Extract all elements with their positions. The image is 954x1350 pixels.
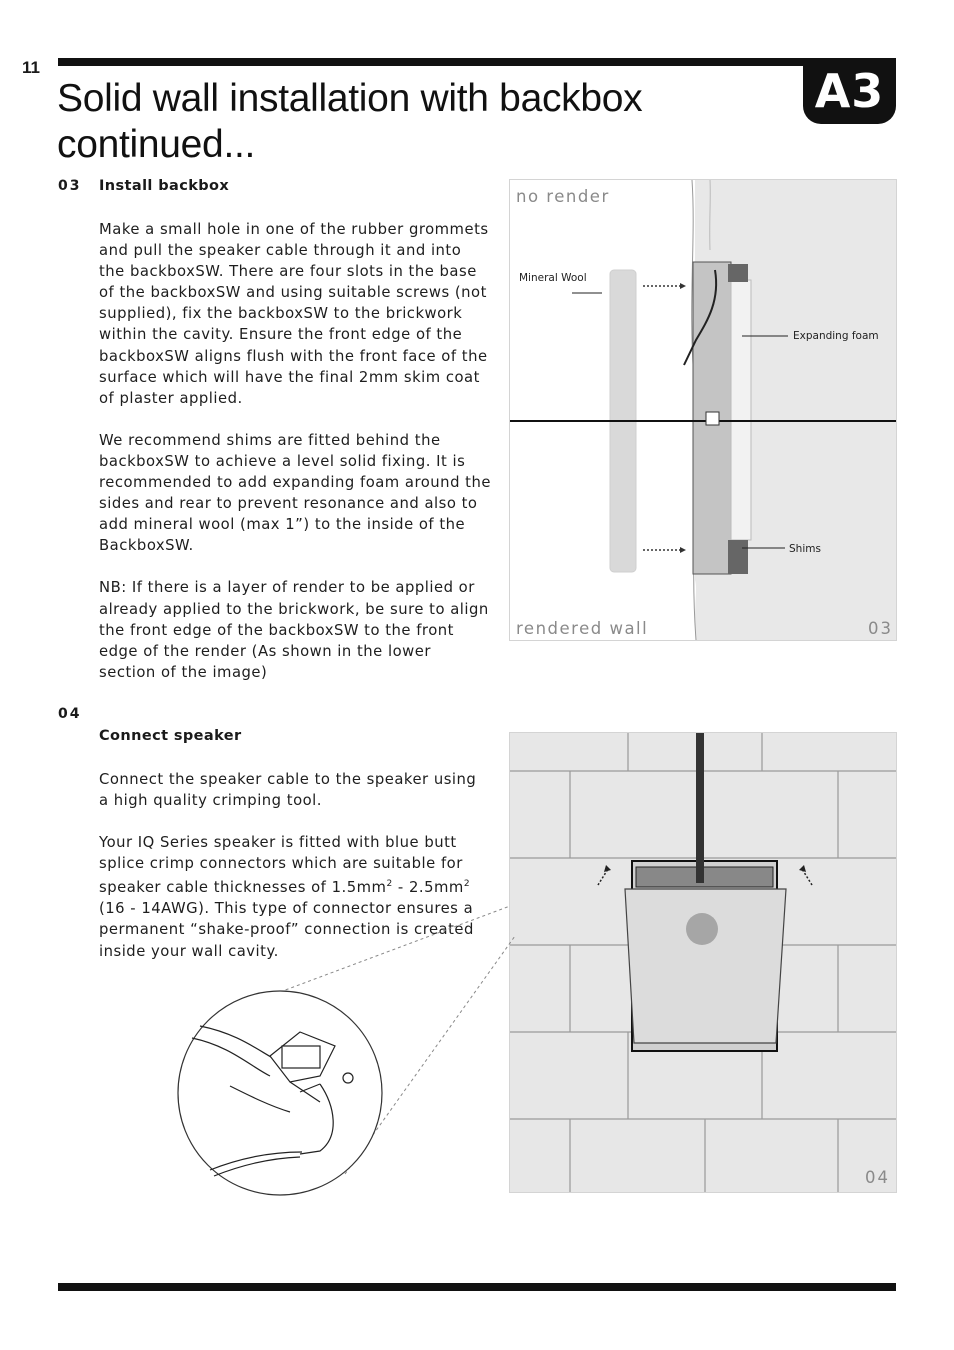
callout-mineral-wool: Mineral Wool [519,272,587,284]
callout-shims: Shims [789,543,821,555]
step-04-heading: Connect speaker [99,728,242,744]
callout-expanding-foam: Expanding foam [793,330,879,342]
bottom-rule [58,1283,896,1291]
label-no-render: no render [516,187,610,206]
backbox-top-rail [636,867,773,887]
step-03-body [99,219,491,704]
superscript-2a: 2 [386,879,393,890]
step-04-paragraph-1: Connect the speaker cable to the speaker using a high quality crimping tool. [99,771,477,810]
step-04-number: 04 [58,706,82,722]
top-rule [58,58,896,66]
expanding-foam [731,280,751,540]
superscript-2b: 2 [463,879,471,890]
section-badge: A3 [803,58,896,124]
shim-bottom [728,540,748,574]
crimp-detail-callout [170,906,515,1206]
callout-line-upper [280,906,510,992]
zoom-circle [178,991,382,1195]
step-03-heading: Install backbox [99,178,230,194]
shim-top [728,264,748,282]
step-03-paragraph-1: Make a small hole in one of the rubber grommets and pull the speaker cable through it and into the backboxSW. There are four slots in the base of the backboxSW and using suitable screws (not supplied), fix the backboxSW to the brickwork within the cavity. Ensure the front edge of the backboxSW aligns flush with the front face of the surface which will have the final 2mm skim coat of plaster applied. [99,221,489,407]
speaker-panel [625,889,786,1043]
screw-slot [706,412,719,425]
figure-03-install-backbox [509,179,897,641]
speaker-cable [696,733,704,883]
figure-03-illustration [510,180,896,640]
label-rendered-wall: rendered wall [516,619,649,638]
step-04-text-b: - 2.5mm [392,879,464,897]
page-title-line1: Solid wall installation with backbox [57,77,643,120]
connector-highlight [686,913,718,945]
page-title-line2: continued... [57,123,256,166]
step-04-text-c: (16 - 14AWG). This type of connector ensures a permanent “shake-proof” connection is created inside your wall cavity. [99,900,474,960]
step-04-text-a: Your IQ Series speaker is fitted with blue butt splice crimp connectors which are suitable for speaker cable thicknesses of 1.5mm [99,834,463,897]
step-03-paragraph-2: We recommend shims are fitted behind the backboxSW to achieve a level solid fixing. It is recommended to add expanding foam around the sides and rear to prevent resonance and also to add mineral wool (max 1”) to the inside of the BackboxSW. [99,431,491,555]
figure-03-number: 03 [868,619,893,638]
page-number: 11 [22,58,40,77]
figure-04-illustration [510,733,896,1192]
step-03-number: 03 [58,178,82,194]
page-title [57,76,757,168]
step-03-paragraph-3: NB: If there is a layer of render to be applied or already applied to the brickwork, be sure to align the front edge of the backboxSW to the front edge of the render (As shown in the lower section of the image) [99,579,489,681]
figure-04-connect-speaker [509,732,897,1193]
figure-04-number: 04 [865,1168,890,1187]
